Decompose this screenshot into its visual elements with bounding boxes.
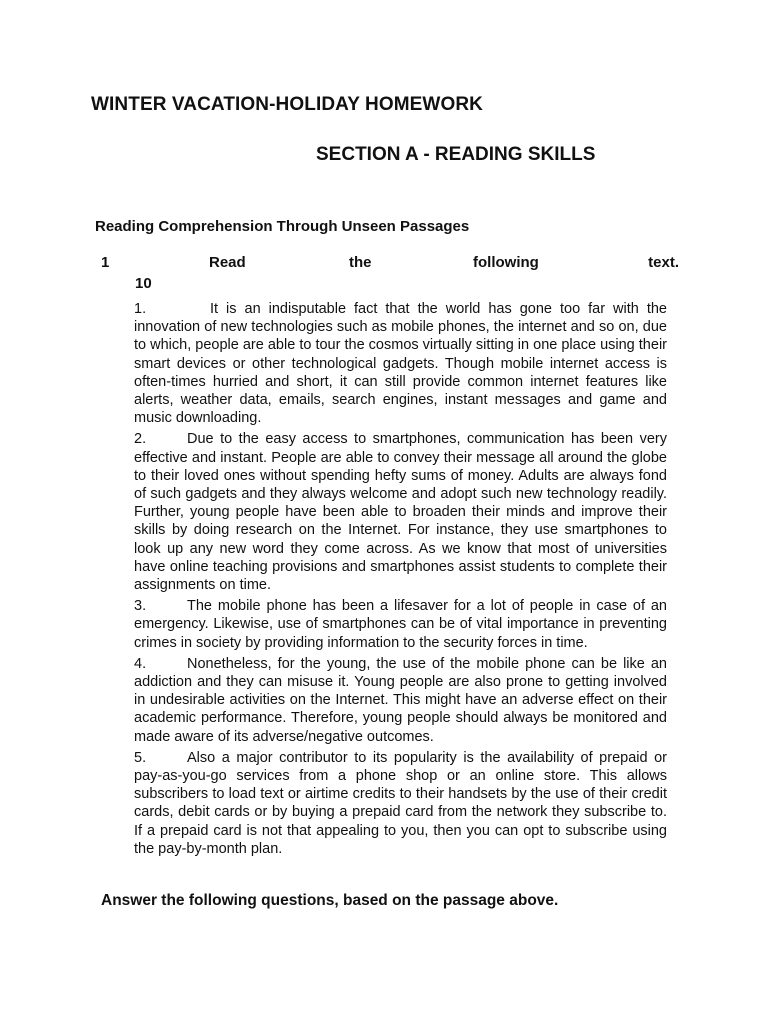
subheading: Reading Comprehension Through Unseen Passages — [95, 218, 470, 235]
instruction-word-following: following — [473, 254, 539, 271]
paragraph-number: 1. — [134, 301, 147, 317]
document-title: WINTER VACATION-HOLIDAY HOMEWORK — [91, 94, 483, 115]
paragraph-text: It is an indisputable fact that the world has gone too far with the innovation of new technologies such as mobile phones, the internet and so on, due to which, people are able to tour the cosmos virtually sitting in one place using their smart devices or other technological gadgets. Though mobile internet access is often-times hurried and short, it can still provide common internet features like alerts, weather data, emails, search engines, instant messages and game and music downloading. — [134, 301, 667, 427]
paragraph-number: 4. — [134, 655, 147, 672]
passage-paragraph — [134, 430, 667, 594]
passage-paragraph — [134, 655, 667, 746]
section-heading: SECTION A - READING SKILLS — [316, 144, 596, 165]
passage-paragraph — [134, 597, 667, 652]
paragraph-text: Due to the easy access to smartphones, communication has been very effective and instant. People are able to convey their message all around the globe to their loved ones without spending hefty sums of money. Adults are always fond of such gadgets and they always welcome and adopt such new technology readily. Further, young people have been able to broaden their minds and improve their skills by doing research on the Internet. For instance, they use smartphones to look up any new word they come across. As we know that most of universities have online teaching provisions and smartphones assist students to complete their assignments on time. — [134, 431, 667, 594]
question-instruction — [101, 254, 679, 274]
paragraph-text: Also a major contributor to its popularity is the availability of prepaid or pay-as-you-go services from a phone shop or an online store. This allows subscribers to load text or airtime credits to their handsets by the use of their credit cards, debit cards or by buying a prepaid card from the network they subscribe to. If a prepaid card is not that appealing to you, then you can opt to subscribe using the pay-by-month plan. — [134, 749, 667, 857]
paragraph-text: The mobile phone has been a lifesaver for a lot of people in case of an emergency. Likewise, use of smartphones can be of vital importance in preventing crimes in society by providing information to the security forces in time. — [134, 598, 667, 651]
instruction-word-the: the — [349, 254, 372, 271]
instruction-word-text: text. — [648, 254, 679, 271]
paragraph-number: 2. — [134, 431, 147, 448]
passage-paragraph — [134, 300, 667, 427]
paragraph-number: 5. — [134, 749, 147, 766]
answer-prompt: Answer the following questions, based on the passage above. — [101, 892, 559, 909]
reading-passage — [134, 300, 667, 861]
passage-paragraph — [134, 749, 667, 858]
question-number: 1 — [101, 254, 110, 271]
instruction-word-read: Read — [209, 254, 246, 271]
paragraph-text: Nonetheless, for the young, the use of the mobile phone can be like an addiction and they can misuse it. Young people are also prone to getting involved in undesirable activities on the Internet. This might have an adverse effect on their academic performance. Therefore, young people should always be monitored and made aware of its adverse/negative outcomes. — [134, 655, 667, 745]
paragraph-number: 3. — [134, 598, 147, 615]
question-marks: 10 — [135, 275, 152, 292]
